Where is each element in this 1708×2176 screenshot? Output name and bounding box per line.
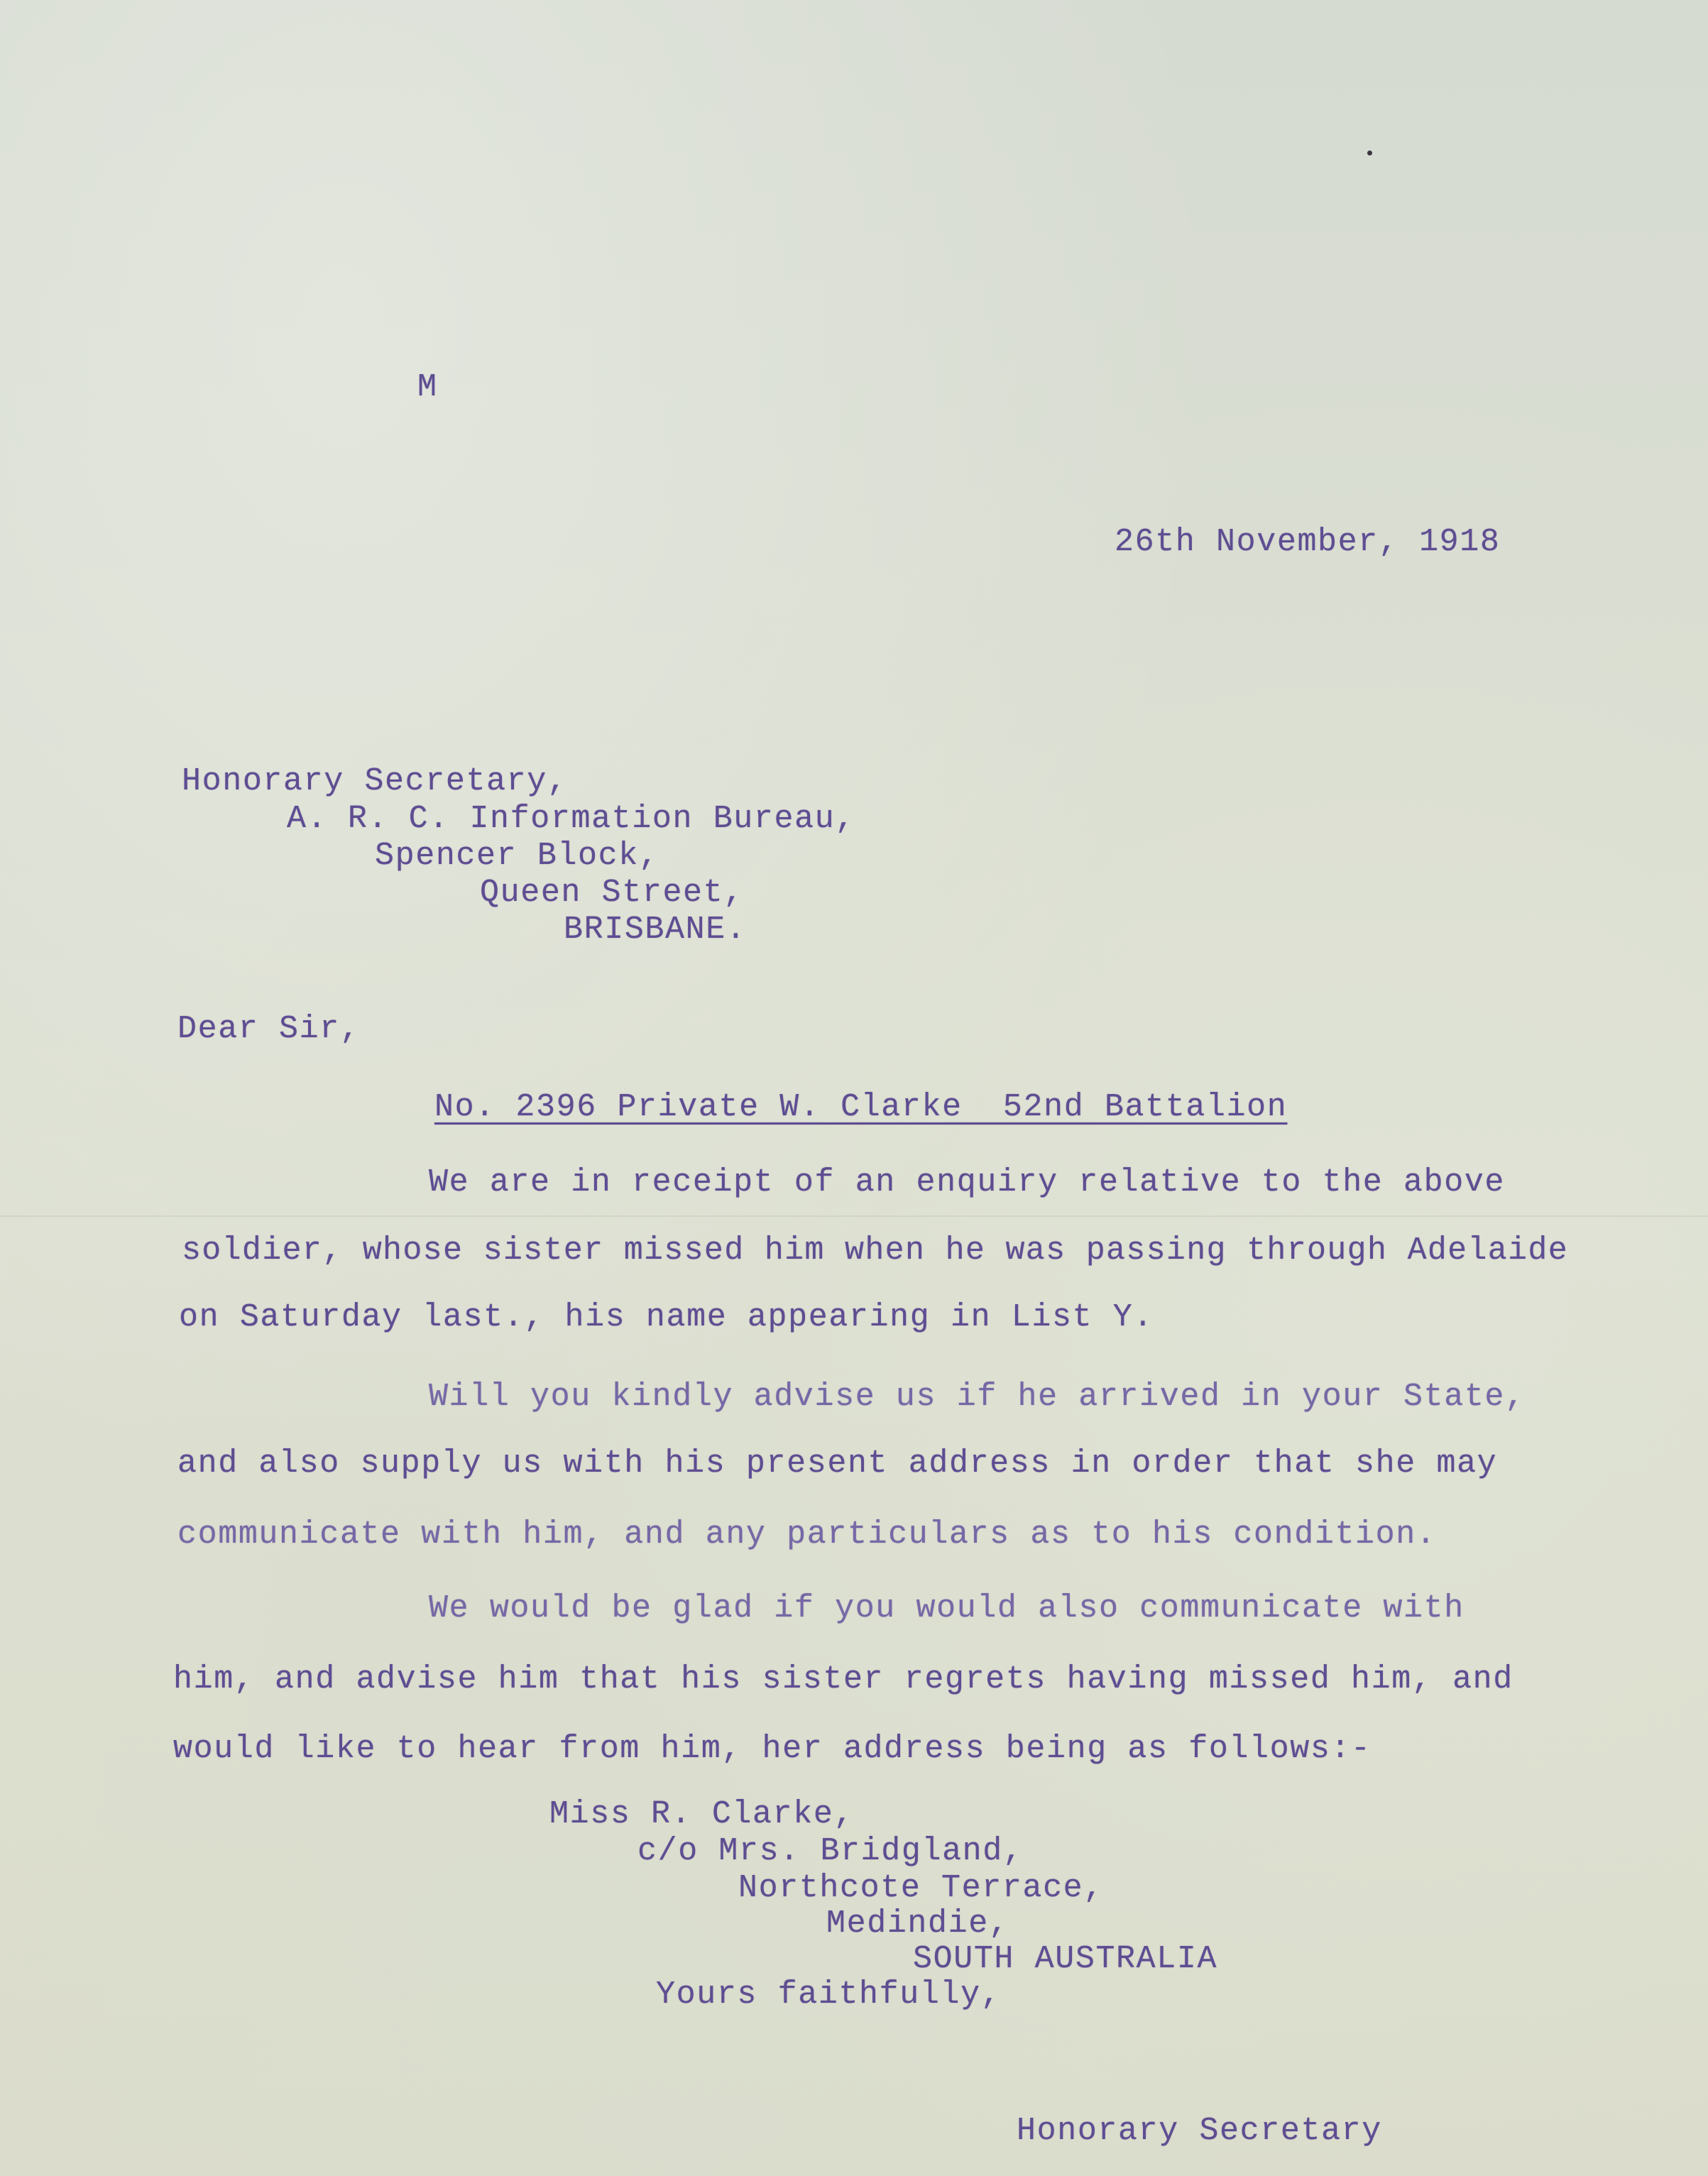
body-line-7: We would be glad if you would also communicate with xyxy=(429,1590,1465,1626)
body-line-8: him, and advise him that his sister regrets having missed him, and xyxy=(173,1661,1513,1697)
body-line-4: Will you kindly advise us if he arrived in your State, xyxy=(429,1379,1526,1415)
recipient-line-5: BRISBANE. xyxy=(564,912,747,948)
paper-fold-crease xyxy=(0,1215,1708,1217)
body-line-6: communicate with him, and any particulars as to his condition. xyxy=(177,1516,1437,1553)
signature-title: Honorary Secretary xyxy=(1017,2113,1382,2149)
recipient-line-1: Honorary Secretary, xyxy=(182,763,568,799)
recipient-line-4: Queen Street, xyxy=(480,875,744,911)
letter-date: 26th November, 1918 xyxy=(1115,524,1501,560)
subject-heading: No. 2396 Private W. Clarke 52nd Battalion xyxy=(434,1089,1288,1125)
recipient-line-3: Spencer Block, xyxy=(375,838,659,874)
address-line-2: c/o Mrs. Bridgland, xyxy=(637,1833,1024,1869)
body-line-1: We are in receipt of an enquiry relative to the above xyxy=(429,1164,1506,1201)
closing: Yours faithfully, xyxy=(656,1977,1002,2013)
body-line-5: and also supply us with his present address in order that she may xyxy=(177,1445,1498,1482)
address-line-5: SOUTH AUSTRALIA xyxy=(913,1941,1218,1977)
salutation: Dear Sir, xyxy=(177,1011,361,1047)
recipient-line-2: A. R. C. Information Bureau, xyxy=(287,801,855,837)
body-line-3: on Saturday last., his name appearing in List Y. xyxy=(179,1299,1154,1335)
body-line-9: would like to hear from him, her address being as follows:- xyxy=(173,1731,1372,1767)
ink-speck xyxy=(1367,151,1372,155)
body-line-2: soldier, whose sister missed him when he was passing through Adelaide xyxy=(182,1232,1569,1269)
file-initial: M xyxy=(417,369,438,405)
address-line-1: Miss R. Clarke, xyxy=(549,1796,855,1832)
address-line-4: Medindie, xyxy=(826,1906,1009,1942)
address-line-3: Northcote Terrace, xyxy=(738,1870,1104,1906)
